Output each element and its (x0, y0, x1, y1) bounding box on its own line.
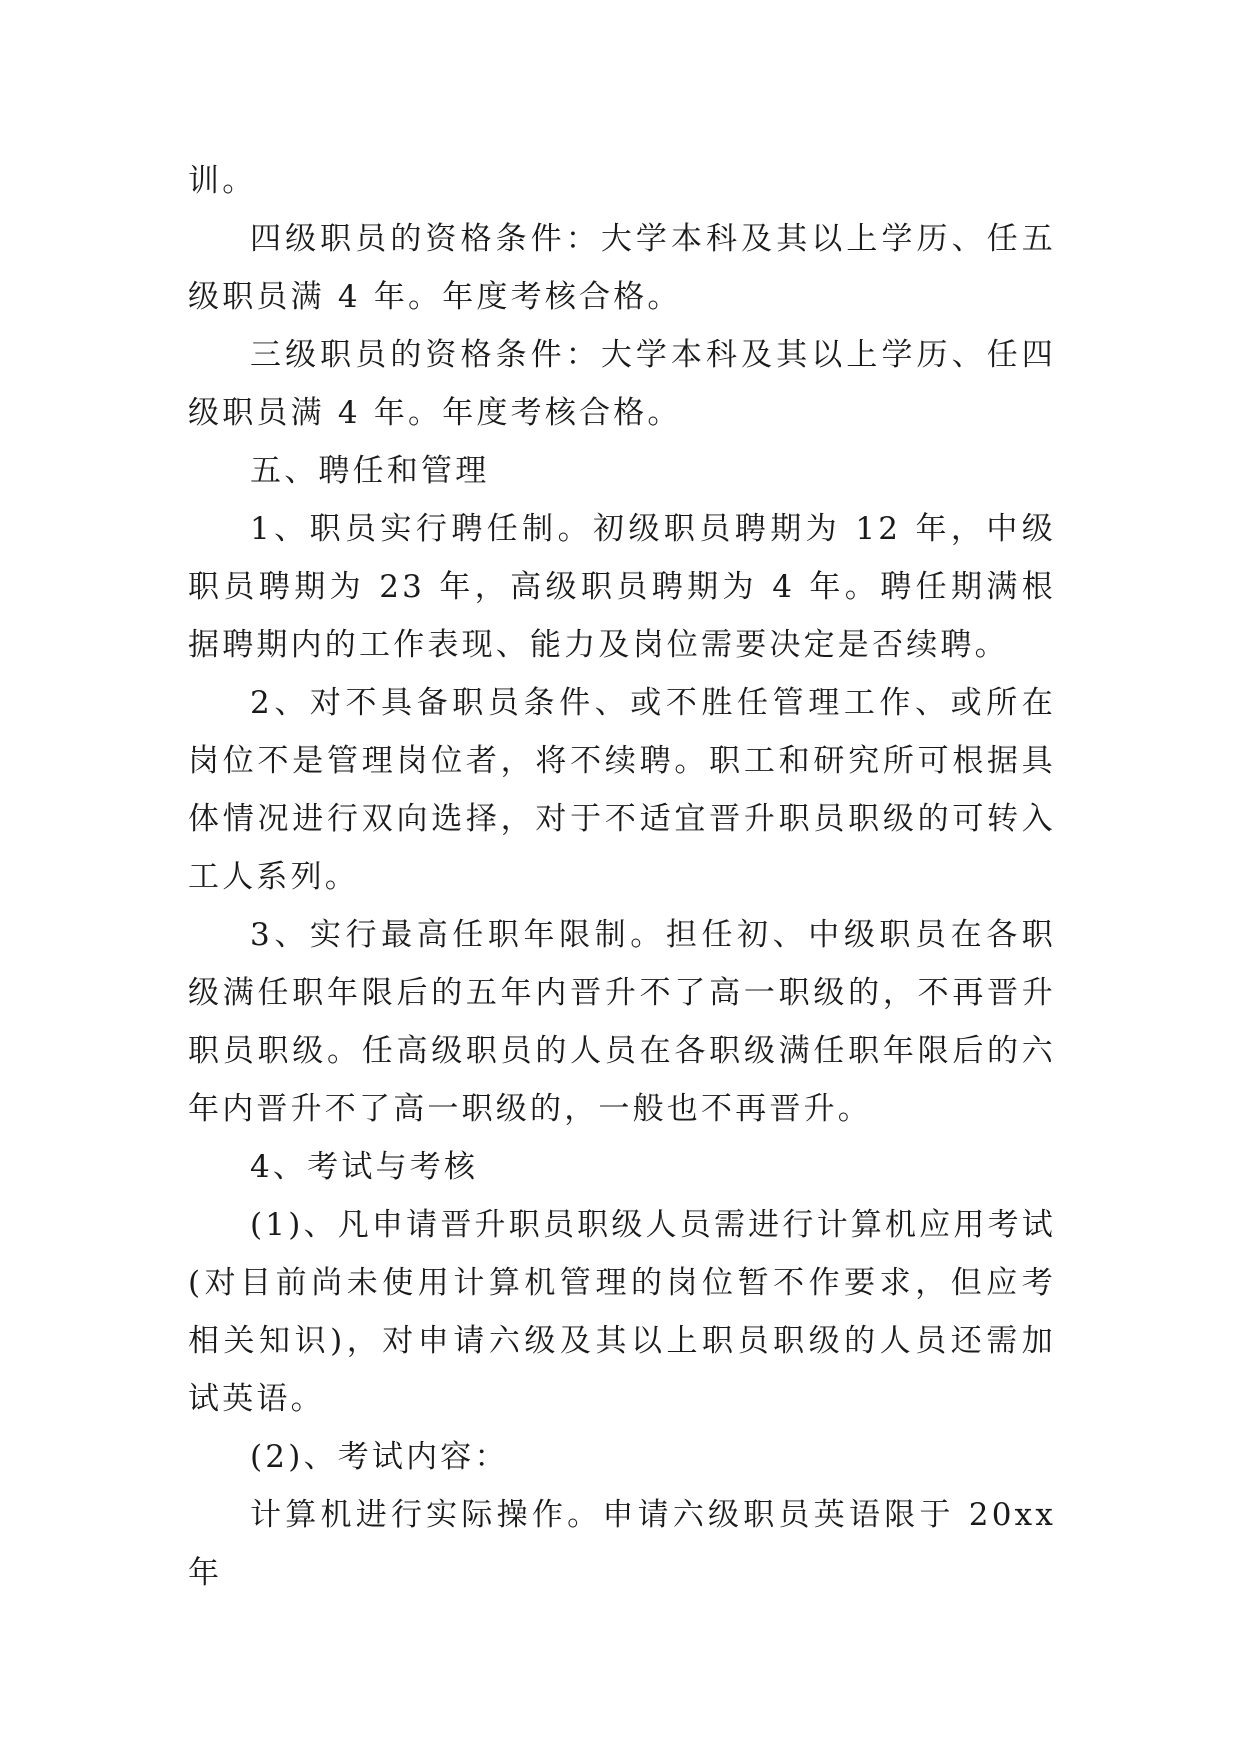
paragraph-6: 2、对不具备职员条件、或不胜任管理工作、或所在岗位不是管理岗位者，将不续聘。职工和研究所可根据具体情况进行双向选择，对于不适宜晋升职员职级的可转入工人系列。 (188, 685, 1056, 895)
paragraph-10: (2)、考试内容： (250, 1439, 509, 1475)
paragraph-2: 四级职员的资格条件：大学本科及其以上学历、任五级职员满 4 年。年度考核合格。 (188, 221, 1056, 315)
document-body (188, 152, 1056, 1602)
paragraph-7: 3、实行最高任职年限制。担任初、中级职员在各职级满任职年限后的五年内晋升不了高一职级的，不再晋升职员职级。任高级职员的人员在各职级满任职年限后的六年内晋升不了高一职级的，一般也不再晋升。 (188, 917, 1056, 1127)
paragraph-11: 计算机进行实际操作。申请六级职员英语限于 20xx 年 (188, 1497, 1056, 1591)
subsection-heading: 4、考试与考核 (250, 1149, 479, 1185)
paragraph-9: (1)、凡申请晋升职员职级人员需进行计算机应用考试(对目前尚未使用计算机管理的岗位暂不作要求，但应考相关知识)，对申请六级及其以上职员职级的人员还需加试英语。 (188, 1207, 1056, 1417)
paragraph-1: 训。 (188, 163, 257, 199)
paragraph-5: 1、职员实行聘任制。初级职员聘期为 12 年，中级职员聘期为 23 年，高级职员聘期为 4 年。聘任期满根据聘期内的工作表现、能力及岗位需要决定是否续聘。 (188, 511, 1056, 663)
paragraph-3: 三级职员的资格条件：大学本科及其以上学历、任四级职员满 4 年。年度考核合格。 (188, 337, 1056, 431)
section-heading: 五、聘任和管理 (250, 453, 490, 489)
